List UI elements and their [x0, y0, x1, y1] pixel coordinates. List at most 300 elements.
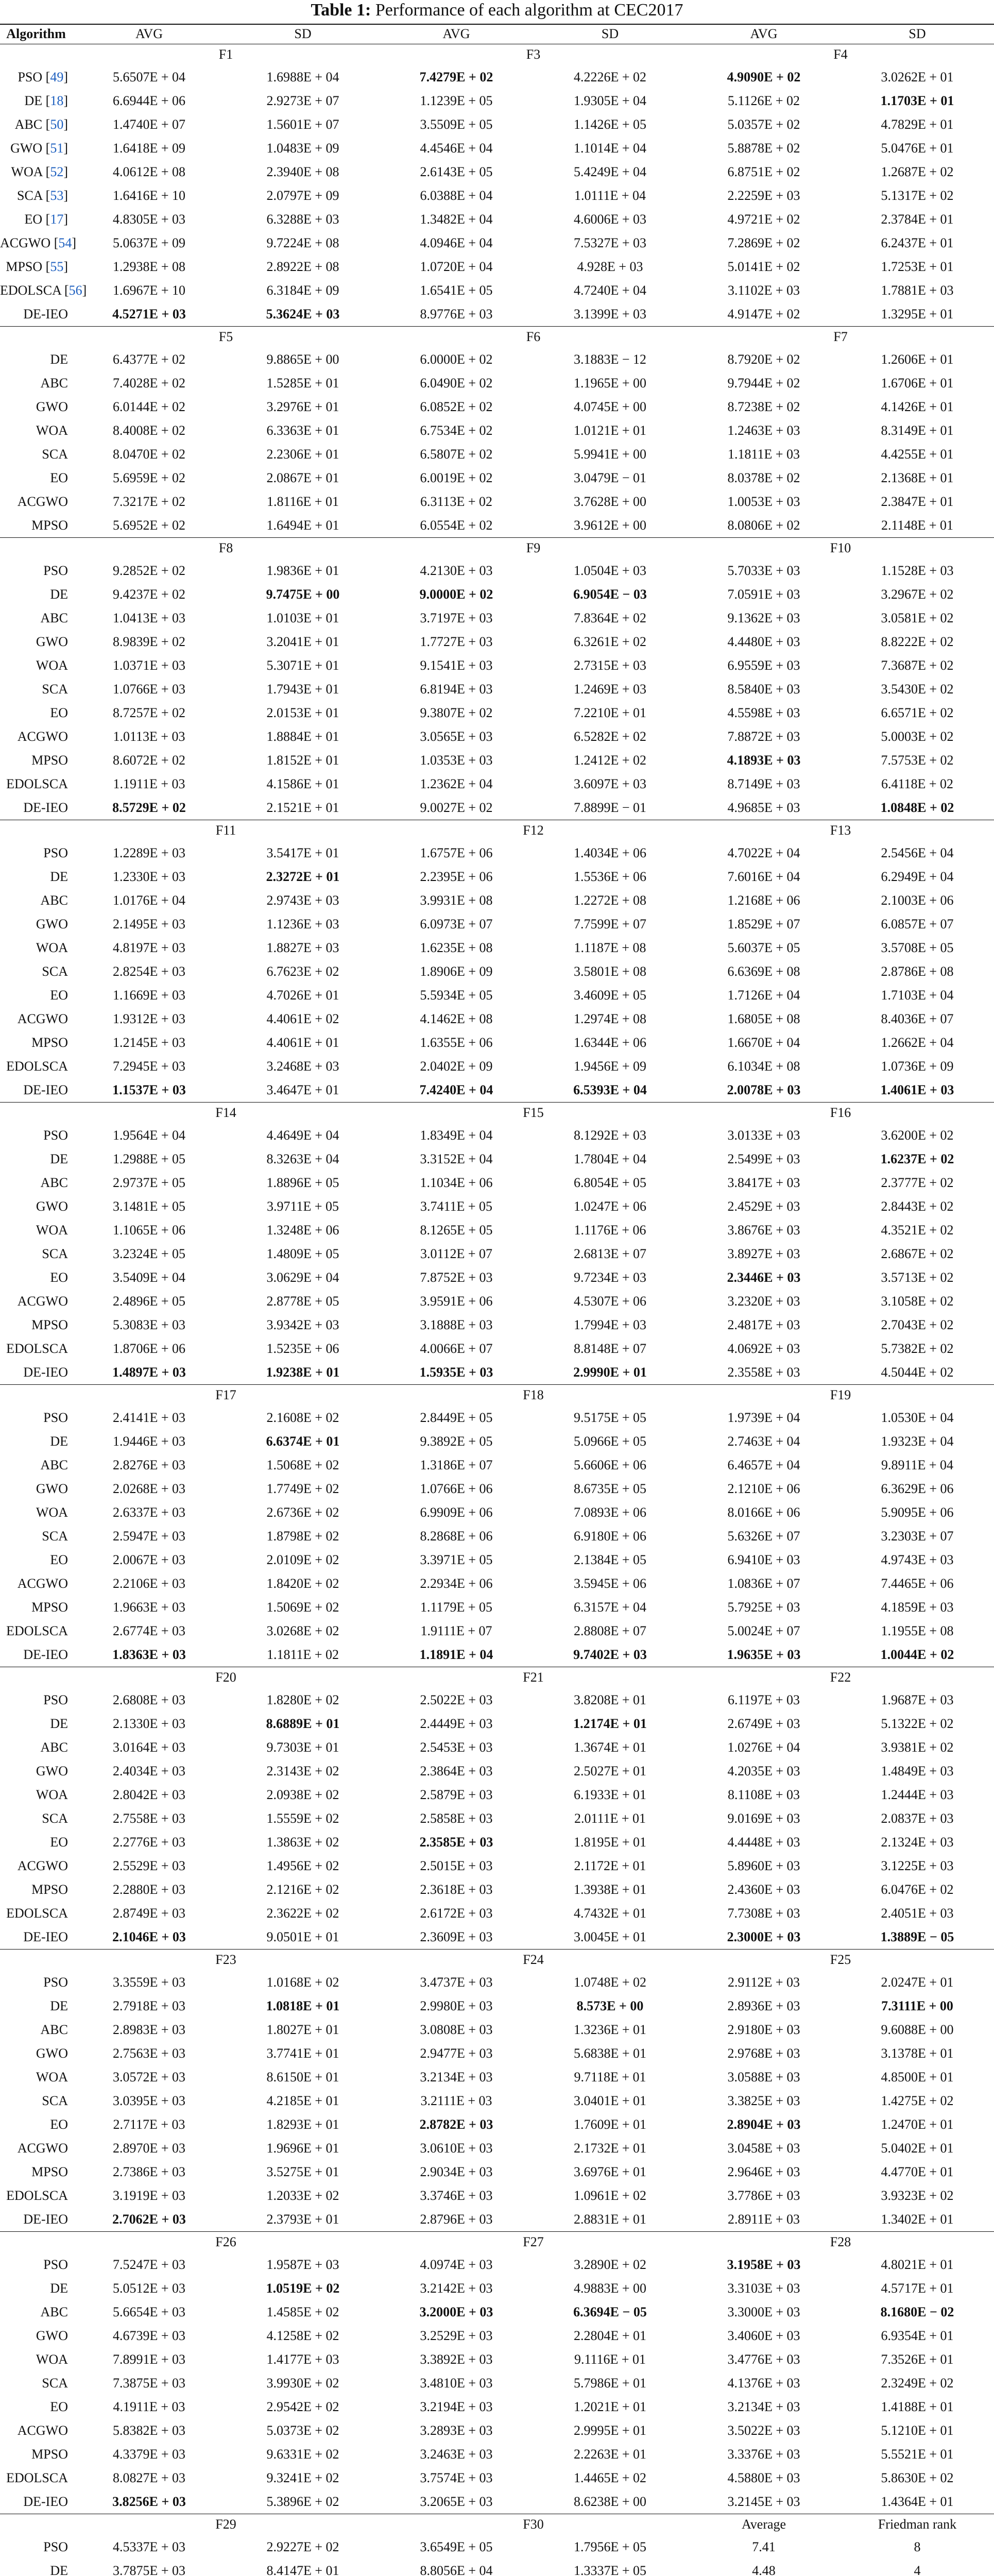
value-cell: 1.6344E + 06 — [573, 1035, 647, 1050]
table-row — [0, 89, 994, 113]
header-sd: SD — [533, 24, 687, 44]
value-cell: 5.5934E + 05 — [420, 988, 493, 1003]
value-cell: 1.3863E + 02 — [266, 1835, 339, 1850]
value-cell: 5.1317E + 02 — [881, 188, 954, 203]
table-row — [0, 1406, 994, 1430]
table-row — [0, 1878, 994, 1902]
value-cell: 1.0247E + 06 — [573, 1199, 647, 1214]
value-cell: 4.9883E + 00 — [573, 2281, 647, 2296]
value-cell: 3.5509E + 05 — [420, 117, 493, 132]
value-cell: 3.8676E + 03 — [727, 1223, 800, 1238]
value-cell: 9.0027E + 02 — [420, 800, 493, 815]
caption-label: Table 1: — [311, 1, 371, 20]
best-value-cell: 2.9990E + 01 — [573, 1364, 647, 1380]
value-cell: 3.3971E + 05 — [420, 1552, 493, 1567]
algorithm-name: MPSO — [31, 517, 68, 533]
value-cell: 3.1058E + 02 — [881, 1294, 954, 1309]
algorithm-cell — [0, 1055, 72, 1078]
value-cell: 2.7043E + 02 — [881, 1317, 954, 1332]
algorithm-name: EO — [50, 1270, 68, 1285]
value-cell: 9.3241E + 02 — [266, 2470, 339, 2485]
value-cell: 5.1126E + 02 — [727, 93, 800, 108]
table-row — [0, 1337, 994, 1361]
algorithm-name: MPSO — [31, 1317, 68, 1332]
algorithm-cell — [0, 2371, 72, 2395]
algorithm-cell — [0, 2348, 72, 2371]
value-cell: 1.2470E + 01 — [881, 2117, 954, 2132]
value-cell: 1.0720E + 04 — [420, 259, 493, 274]
algorithm-cell — [0, 749, 72, 772]
value-cell: 6.5807E + 02 — [420, 447, 493, 462]
best-value-cell: 1.4897E + 03 — [112, 1364, 186, 1380]
value-cell: 2.9542E + 02 — [266, 2399, 339, 2414]
algorithm-name: WOA — [36, 423, 68, 438]
value-cell: 1.8116E + 01 — [266, 494, 339, 509]
value-cell: 3.7741E + 01 — [266, 2046, 339, 2061]
value-cell: 1.0413E + 03 — [112, 611, 186, 625]
table-row — [0, 654, 994, 677]
value-cell: 1.0276E + 04 — [727, 1740, 800, 1755]
value-cell: 2.0938E + 02 — [266, 1787, 339, 1802]
algorithm-cell — [0, 630, 72, 654]
best-value-cell: 9.7402E + 03 — [573, 1647, 647, 1662]
value-cell: 1.1669E + 03 — [112, 988, 186, 1003]
value-cell: 4.928E + 03 — [577, 259, 643, 274]
value-cell: 1.0103E + 01 — [266, 611, 339, 625]
value-cell: 5.6838E + 01 — [573, 2046, 647, 2061]
value-cell: 3.9931E + 08 — [420, 893, 493, 908]
citation-link[interactable]: 52 — [50, 164, 64, 179]
algorithm-cell — [0, 1361, 72, 1384]
algorithm-cell — [0, 1925, 72, 1949]
value-cell: 2.6813E + 07 — [573, 1246, 647, 1261]
citation-link[interactable]: 51 — [50, 141, 64, 156]
value-cell: 2.3143E + 02 — [266, 1764, 339, 1778]
value-cell: 7.3875E + 03 — [112, 2376, 186, 2391]
value-cell: 1.5536E + 06 — [573, 869, 647, 884]
citation-link[interactable]: 53 — [50, 188, 64, 203]
algorithm-name: WOA — [36, 940, 68, 955]
table-row — [0, 490, 994, 514]
value-cell: 1.3674E + 01 — [573, 1740, 647, 1755]
table-row — [0, 1688, 994, 1712]
value-cell: 1.2463E + 03 — [727, 423, 800, 438]
table-row — [0, 1430, 994, 1453]
value-cell: 1.6418E + 09 — [112, 141, 186, 156]
value-cell: 2.3618E + 03 — [420, 1882, 493, 1897]
algorithm-name: MPSO — [31, 2164, 68, 2179]
citation-link[interactable]: 18 — [50, 93, 64, 108]
value-cell: 5.8382E + 03 — [112, 2423, 186, 2438]
value-cell: 3.0401E + 01 — [573, 2093, 647, 2108]
table-row — [0, 2559, 994, 2576]
table-row — [0, 1124, 994, 1147]
table-row — [0, 65, 994, 89]
value-cell: 3.2303E + 07 — [881, 1529, 954, 1544]
value-cell: 1.0121E + 01 — [573, 423, 647, 438]
table-row — [0, 302, 994, 326]
table-row — [0, 1501, 994, 1524]
value-cell: 1.0053E + 03 — [727, 494, 800, 509]
value-cell: 6.9559E + 03 — [727, 658, 800, 673]
value-cell: 3.5713E + 02 — [881, 1270, 954, 1285]
function-header-spacer — [0, 2231, 72, 2253]
value-cell: 1.2362E + 04 — [420, 776, 493, 791]
function-header-spacer — [0, 44, 72, 65]
value-cell: 4.5880E + 03 — [727, 2470, 800, 2485]
value-cell: 2.6808E + 03 — [112, 1692, 186, 1707]
algorithm-name: GWO — [36, 399, 68, 414]
value-cell: 7.2210E + 01 — [573, 705, 647, 720]
header-algorithm: Algorithm — [0, 24, 72, 44]
value-cell: 7.2869E + 02 — [727, 235, 800, 250]
algorithm-cell — [0, 960, 72, 984]
value-cell: 6.2437E + 01 — [881, 235, 954, 250]
value-cell: 6.8194E + 03 — [420, 682, 493, 697]
value-cell: 2.3558E + 03 — [727, 1364, 800, 1380]
value-cell: 4.3379E + 03 — [112, 2447, 186, 2462]
value-cell: 2.5027E + 01 — [573, 1764, 647, 1778]
citation-link[interactable]: 54 — [58, 235, 72, 250]
table-row — [0, 1994, 994, 2018]
value-cell: 4.4448E + 03 — [727, 1835, 800, 1850]
value-cell: 3.6097E + 03 — [573, 776, 647, 791]
value-cell: 1.5069E + 02 — [266, 1600, 339, 1615]
value-cell: 2.7117E + 03 — [113, 2117, 185, 2132]
algorithm-name: DE — [50, 352, 68, 367]
algorithm-cell — [0, 725, 72, 749]
algorithm-name: EDOLSCA — [6, 1059, 68, 1074]
value-cell: 1.6355E + 06 — [420, 1035, 493, 1050]
best-value-cell: 9.7475E + 00 — [266, 587, 340, 602]
value-cell: 2.0402E + 09 — [420, 1059, 493, 1074]
table-row — [0, 1831, 994, 1854]
algorithm-cell — [0, 1524, 72, 1548]
value-cell: 6.6571E + 02 — [881, 705, 954, 720]
value-cell: 3.9591E + 06 — [420, 1294, 493, 1309]
value-cell: 3.3746E + 03 — [420, 2188, 493, 2203]
value-cell: 1.7956E + 05 — [573, 2539, 647, 2554]
algorithm-name: SCA — [42, 447, 68, 462]
best-value-cell: 1.9238E + 01 — [266, 1364, 340, 1380]
value-cell: 9.1541E + 03 — [420, 658, 493, 673]
value-cell: 3.5801E + 08 — [573, 964, 647, 979]
table-row — [0, 2490, 994, 2514]
algorithm-cell: DE [18] — [24, 93, 68, 108]
value-cell: 1.5285E + 01 — [266, 376, 339, 391]
value-cell: 6.8751E + 02 — [727, 164, 800, 179]
table-row — [0, 1171, 994, 1195]
best-value-cell: 6.5393E + 04 — [573, 1082, 647, 1097]
value-cell: 1.2974E + 08 — [573, 1011, 647, 1026]
value-cell: 4.9147E + 02 — [727, 306, 800, 321]
value-cell: 4.8500E + 01 — [881, 2070, 954, 2084]
value-cell: 1.3186E + 07 — [420, 1458, 493, 1472]
value-cell: 2.5858E + 03 — [420, 1811, 493, 1826]
value-cell: 1.0168E + 02 — [266, 1975, 339, 1990]
value-cell: 3.0565E + 03 — [420, 729, 493, 744]
function-header-row — [0, 1102, 994, 1124]
table-row — [0, 419, 994, 443]
value-cell: 4.5307E + 06 — [573, 1294, 647, 1309]
function-label: F4 — [833, 47, 848, 62]
algorithm-cell — [0, 701, 72, 725]
algorithm-name: DE-IEO — [23, 1647, 68, 1662]
value-cell: 2.1330E + 03 — [112, 1716, 186, 1731]
value-cell: 1.2272E + 08 — [573, 893, 647, 908]
value-cell: 6.0019E + 02 — [420, 470, 493, 485]
table-row — [0, 2443, 994, 2466]
value-cell: 8.8056E + 04 — [420, 2563, 493, 2576]
best-value-cell: 1.1537E + 03 — [112, 1082, 186, 1097]
value-cell: 8.5840E + 03 — [727, 682, 800, 697]
value-cell: 5.7033E + 03 — [727, 563, 800, 578]
table-row — [0, 701, 994, 725]
value-cell: 5.0003E + 02 — [881, 729, 954, 744]
value-cell: 4.7022E + 04 — [727, 845, 800, 860]
algorithm-name: DE — [50, 1434, 68, 1449]
value-cell: 7.6016E + 04 — [727, 869, 800, 884]
value-cell: 6.0490E + 02 — [420, 376, 493, 391]
value-cell: 2.2776E + 03 — [112, 1835, 186, 1850]
function-label: F25 — [687, 1949, 994, 1971]
value-cell: 2.5529E + 03 — [112, 1858, 186, 1873]
algorithm-cell — [0, 1759, 72, 1783]
algorithm-cell — [0, 1031, 72, 1055]
value-cell: 9.8911E + 04 — [881, 1458, 954, 1472]
value-cell: 5.5521E + 01 — [881, 2447, 954, 2462]
citation-link[interactable]: 55 — [50, 259, 64, 274]
value-cell: 8.1292E + 03 — [573, 1128, 647, 1143]
function-header-row — [0, 2514, 994, 2535]
value-cell: 2.1521E + 01 — [266, 800, 339, 815]
best-value-cell: 1.6237E + 02 — [880, 1151, 954, 1166]
value-cell: 7.5247E + 03 — [112, 2257, 186, 2272]
value-cell: 3.0588E + 03 — [727, 2070, 800, 2084]
value-cell: 3.5417E + 01 — [266, 845, 339, 860]
algorithm-cell: GWO [51] — [10, 141, 68, 156]
value-cell: 4.2130E + 03 — [420, 563, 493, 578]
best-value-cell: 2.3446E + 03 — [727, 1270, 801, 1285]
table-row — [0, 1712, 994, 1736]
value-cell: 1.6988E + 04 — [266, 70, 339, 84]
function-label: F14 — [72, 1102, 380, 1124]
algorithm-name: EO — [50, 705, 68, 720]
algorithm-cell — [0, 2324, 72, 2348]
best-value-cell: 1.1891E + 04 — [419, 1647, 493, 1662]
value-cell: 1.8293E + 01 — [266, 2117, 339, 2132]
value-cell: 8 — [914, 2539, 921, 2554]
caption-text: Performance of each algorithm at CEC2017 — [375, 1, 683, 20]
value-cell: 5.0357E + 02 — [727, 117, 800, 132]
algorithm-cell — [0, 1572, 72, 1596]
value-cell: 1.6670E + 04 — [727, 1035, 800, 1050]
algorithm-name: ABC — [40, 611, 68, 625]
best-value-cell: 2.7062E + 03 — [112, 2211, 186, 2227]
value-cell: 4.1426E + 01 — [881, 399, 954, 414]
citation-link[interactable]: 50 — [50, 117, 64, 132]
table-row — [0, 1783, 994, 1807]
value-cell: 7.5327E + 03 — [573, 235, 647, 250]
table-row — [0, 2113, 994, 2137]
value-cell: 3.7197E + 03 — [420, 611, 493, 625]
algorithm-name: DE — [24, 93, 43, 108]
algorithm-name: EO — [50, 988, 68, 1003]
algorithm-cell — [0, 2018, 72, 2042]
value-cell: 2.3777E + 02 — [881, 1175, 954, 1190]
algorithm-cell — [0, 348, 72, 371]
value-cell: 7.4465E + 06 — [881, 1576, 954, 1591]
value-cell: 1.0766E + 03 — [112, 682, 186, 697]
value-cell: 6.4657E + 04 — [727, 1458, 800, 1472]
value-cell: 1.7609E + 01 — [573, 2117, 647, 2132]
header-sd: SD — [226, 24, 380, 44]
value-cell: 8.6150E + 01 — [266, 2070, 339, 2084]
value-cell: 1.9323E + 04 — [881, 1434, 954, 1449]
value-cell: 1.9696E + 01 — [266, 2141, 339, 2156]
table-row — [0, 2208, 994, 2231]
algorithm-name: ABC — [40, 1458, 68, 1472]
table-row — [0, 208, 994, 231]
value-cell: 7.8991E + 03 — [112, 2352, 186, 2367]
value-cell: 1.7727E + 03 — [420, 634, 493, 649]
value-cell: 2.4529E + 03 — [727, 1199, 800, 1214]
algorithm-name: ABC — [40, 2304, 68, 2319]
value-cell: 2.0268E + 03 — [112, 1481, 186, 1496]
value-cell: 1.6805E + 08 — [727, 1011, 800, 1026]
value-cell: 1.9739E + 04 — [727, 1410, 800, 1425]
table-row — [0, 231, 994, 255]
value-cell: 2.9646E + 03 — [727, 2164, 800, 2179]
function-label: F27 — [380, 2231, 687, 2253]
value-cell: 3.1102E + 03 — [727, 283, 800, 298]
table-row — [0, 865, 994, 889]
value-cell: 4.3521E + 02 — [881, 1223, 954, 1238]
best-value-cell: 1.4061E + 03 — [880, 1082, 954, 1097]
algorithm-cell — [0, 443, 72, 466]
value-cell: 3.2145E + 03 — [727, 2494, 800, 2509]
algorithm-cell — [0, 1712, 72, 1736]
value-cell: 4.5598E + 03 — [727, 705, 800, 720]
algorithm-name: WOA — [36, 2070, 68, 2084]
value-cell: 1.5235E + 06 — [266, 1341, 339, 1356]
algorithm-name: PSO — [18, 70, 43, 84]
algorithm-name: GWO — [36, 1481, 68, 1496]
citation-link[interactable]: 49 — [50, 70, 64, 84]
algorithm-name: EDOLSCA — [6, 2188, 68, 2203]
value-cell: 7.4028E + 02 — [112, 376, 186, 391]
value-cell: 3.4737E + 03 — [420, 1975, 493, 1990]
value-cell: 5.0476E + 01 — [881, 141, 954, 156]
algorithm-cell — [0, 889, 72, 912]
value-cell: 1.0353E + 03 — [420, 753, 493, 768]
algorithm-cell — [0, 865, 72, 889]
algorithm-cell — [0, 1783, 72, 1807]
value-cell: 1.6235E + 08 — [420, 940, 493, 955]
value-cell: 6.4377E + 02 — [112, 352, 186, 367]
citation-link[interactable]: 17 — [50, 212, 64, 227]
function-label: F22 — [687, 1667, 994, 1688]
value-cell: 8.4147E + 01 — [266, 2563, 339, 2576]
algorithm-name: PSO — [43, 1692, 68, 1707]
value-cell: 4.4480E + 03 — [727, 634, 800, 649]
algorithm-cell — [0, 1242, 72, 1266]
algorithm-name: ACGWO — [17, 494, 68, 509]
value-cell: 2.9034E + 03 — [420, 2164, 493, 2179]
value-cell: 2.4817E + 03 — [727, 1317, 800, 1332]
table-row — [0, 2018, 994, 2042]
value-cell: 1.7994E + 03 — [573, 1317, 647, 1332]
value-cell: 4.7240E + 04 — [573, 283, 647, 298]
algorithm-name: PSO — [43, 1975, 68, 1990]
best-value-cell: 6.3694E − 05 — [573, 2304, 647, 2319]
value-cell: 8.1265E + 05 — [420, 1223, 493, 1238]
value-cell: 3.8417E + 03 — [727, 1175, 800, 1190]
value-cell: 1.4275E + 02 — [881, 2093, 954, 2108]
function-label: F9 — [380, 537, 687, 559]
algorithm-name: SCA — [42, 1246, 68, 1261]
algorithm-cell — [0, 984, 72, 1007]
value-cell: 8.6735E + 05 — [573, 1481, 647, 1496]
value-cell: 9.4237E + 02 — [112, 587, 186, 602]
citation-link[interactable]: 56 — [68, 283, 82, 298]
table-row — [0, 2253, 994, 2277]
table-row — [0, 1619, 994, 1643]
function-header-spacer — [0, 1102, 72, 1124]
best-value-cell: 4.9090E + 02 — [727, 70, 801, 84]
value-cell: 3.6200E + 02 — [881, 1128, 954, 1143]
value-cell: 1.0530E + 04 — [881, 1410, 954, 1425]
value-cell: 1.6967E + 10 — [112, 283, 186, 298]
algorithm-name: SCA — [42, 1529, 68, 1544]
value-cell: 3.0395E + 03 — [112, 2093, 186, 2108]
algorithm-cell — [0, 1736, 72, 1759]
value-cell: 4 — [914, 2563, 921, 2576]
value-cell: 5.7382E + 02 — [881, 1341, 954, 1356]
value-cell: 2.7315E + 03 — [573, 658, 647, 673]
value-cell: 6.3288E + 03 — [266, 212, 339, 227]
algorithm-cell — [0, 1878, 72, 1902]
table-row — [0, 279, 994, 302]
value-cell: 2.4449E + 03 — [420, 1716, 493, 1731]
algorithm-cell: ACGWO [54] — [0, 235, 77, 250]
algorithm-cell — [0, 796, 72, 820]
value-cell: 4.7026E + 01 — [266, 988, 339, 1003]
value-cell: 3.9711E + 05 — [266, 1199, 339, 1214]
value-cell: 1.7804E + 04 — [573, 1151, 647, 1166]
algorithm-cell — [0, 2419, 72, 2443]
value-cell: 3.1888E + 03 — [420, 1317, 493, 1332]
algorithm-name: ABC — [40, 1740, 68, 1755]
function-label: F6 — [380, 326, 687, 348]
value-cell: 1.2168E + 06 — [727, 893, 800, 908]
algorithm-name: ACGWO — [17, 2141, 68, 2156]
value-cell: 2.8778E + 05 — [266, 1294, 339, 1309]
value-cell: 2.8983E + 03 — [112, 2022, 186, 2037]
best-value-cell: 5.3624E + 03 — [266, 306, 340, 321]
value-cell: 1.4809E + 05 — [266, 1246, 339, 1261]
value-cell: 1.5559E + 02 — [266, 1811, 339, 1826]
value-cell: 1.2662E + 04 — [881, 1035, 954, 1050]
value-cell: 6.9410E + 03 — [727, 1552, 800, 1567]
table-row — [0, 514, 994, 537]
best-value-cell: 8.5729E + 02 — [112, 800, 186, 815]
table-row — [0, 1902, 994, 1925]
value-cell: 2.7463E + 04 — [727, 1434, 800, 1449]
algorithm-cell — [0, 1147, 72, 1171]
value-cell: 6.1933E + 01 — [573, 1787, 647, 1802]
value-cell: 8.4036E + 07 — [881, 1011, 954, 1026]
